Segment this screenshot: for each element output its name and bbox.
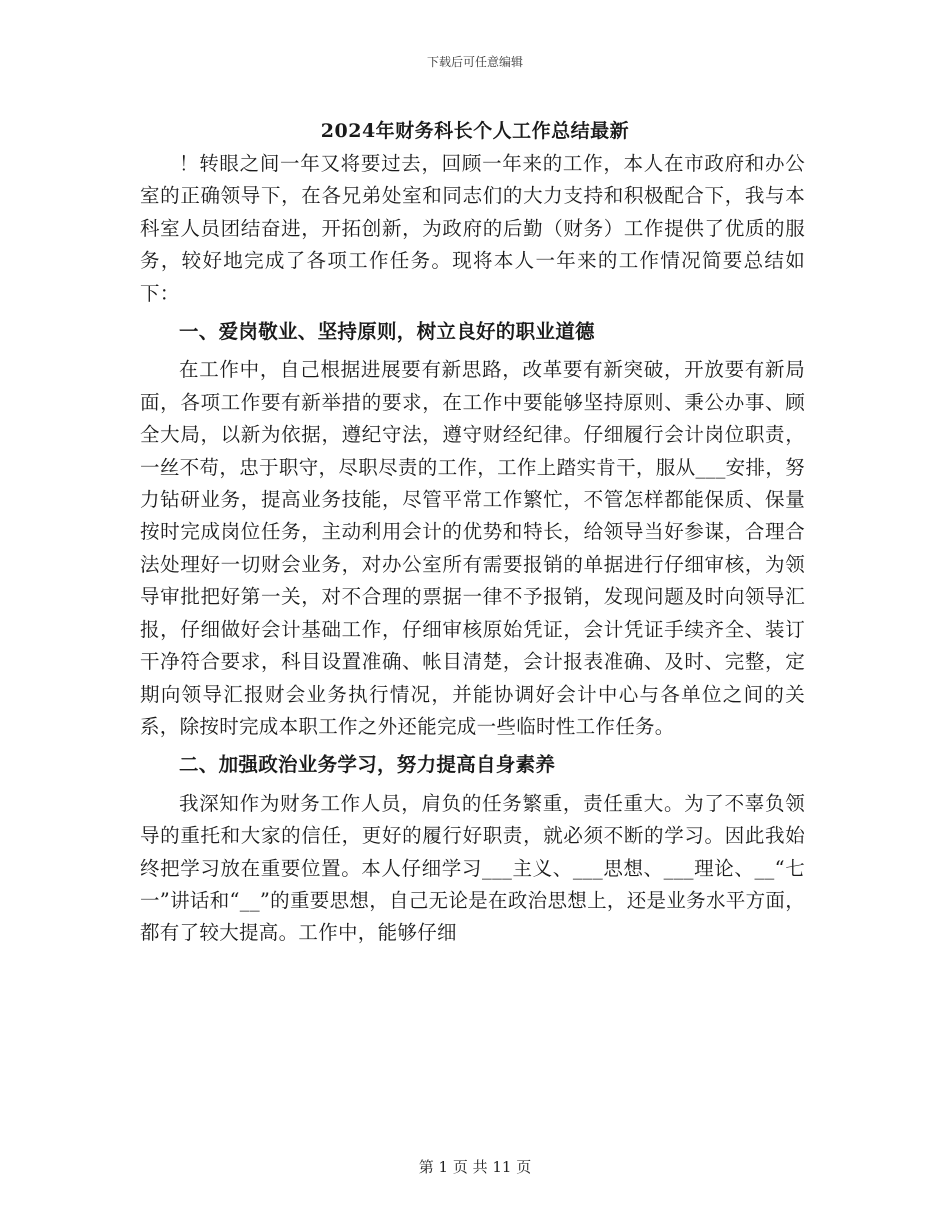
- section-2-heading: 二、加强政治业务学习，努力提高自身素养: [179, 753, 556, 777]
- section-2-paragraph: 我深知作为财务工作人员，肩负的任务繁重，责任重大。为了不辜负领导的重托和大家的信任，更好的履行好职责，就必须不断的学习。因此我始终把学习放在重要位置。本人仔细学习___主义、___思想、___理论、__“七一”讲话和“__”的重要思想，自己无论是在政治思想上，还是业务水平方面，都有了较大提高。工作中，能够仔细: [140, 791, 805, 945]
- section-1-heading: 一、爱岗敬业、坚持原则，树立良好的职业道德: [179, 320, 595, 344]
- document-title: 2024年财务科长个人工作总结最新: [320, 120, 630, 142]
- page-header: 下载后可任意编辑: [426, 55, 523, 69]
- page-footer: 第 1 页 共 11 页: [418, 1158, 532, 1176]
- document-body: [140, 148, 805, 950]
- section-1-paragraph: 在工作中，自己根据进展要有新思路，改革要有新突破，开放要有新局面，各项工作要有新举措的要求，在工作中要能够坚持原则、秉公办事、顾全大局，以新为依据，遵纪守法，遵守财经纪律。仔细履行会计岗位职责，一丝不苟，忠于职守，尽职尽责的工作，工作上踏实肯干，服从___安排，努力钻研业务，提高业务技能，尽管平常工作繁忙，不管怎样都能保质、保量按时完成岗位任务，主动利用会计的优势和特长，给领导当好参谋，合理合法处理好一切财会业务，对办公室所有需要报销的单据进行仔细审核，为领导审批把好第一关，对不合理的票据一律不予报销，发现问题及时向领导汇报，仔细做好会计基础工作，仔细审核原始凭证，会计凭证手续齐全、装订干净符合要求，科目设置准确、帐目清楚，会计报表准确、及时、完整，定期向领导汇报财会业务执行情况，并能协调好会计中心与各单位之间的关系，除按时完成本职工作之外还能完成一些临时性工作任务。: [140, 358, 805, 738]
- intro-paragraph: ！转眼之间一年又将要过去，回顾一年来的工作，本人在市政府和办公室的正确领导下，在各兄弟处室和同志们的大力支持和积极配合下，我与本科室人员团结奋进，开拓创新，为政府的后勤（财务）工作提供了优质的服务，较好地完成了各项工作任务。现将本人一年来的工作情况简要总结如下：: [140, 152, 805, 305]
